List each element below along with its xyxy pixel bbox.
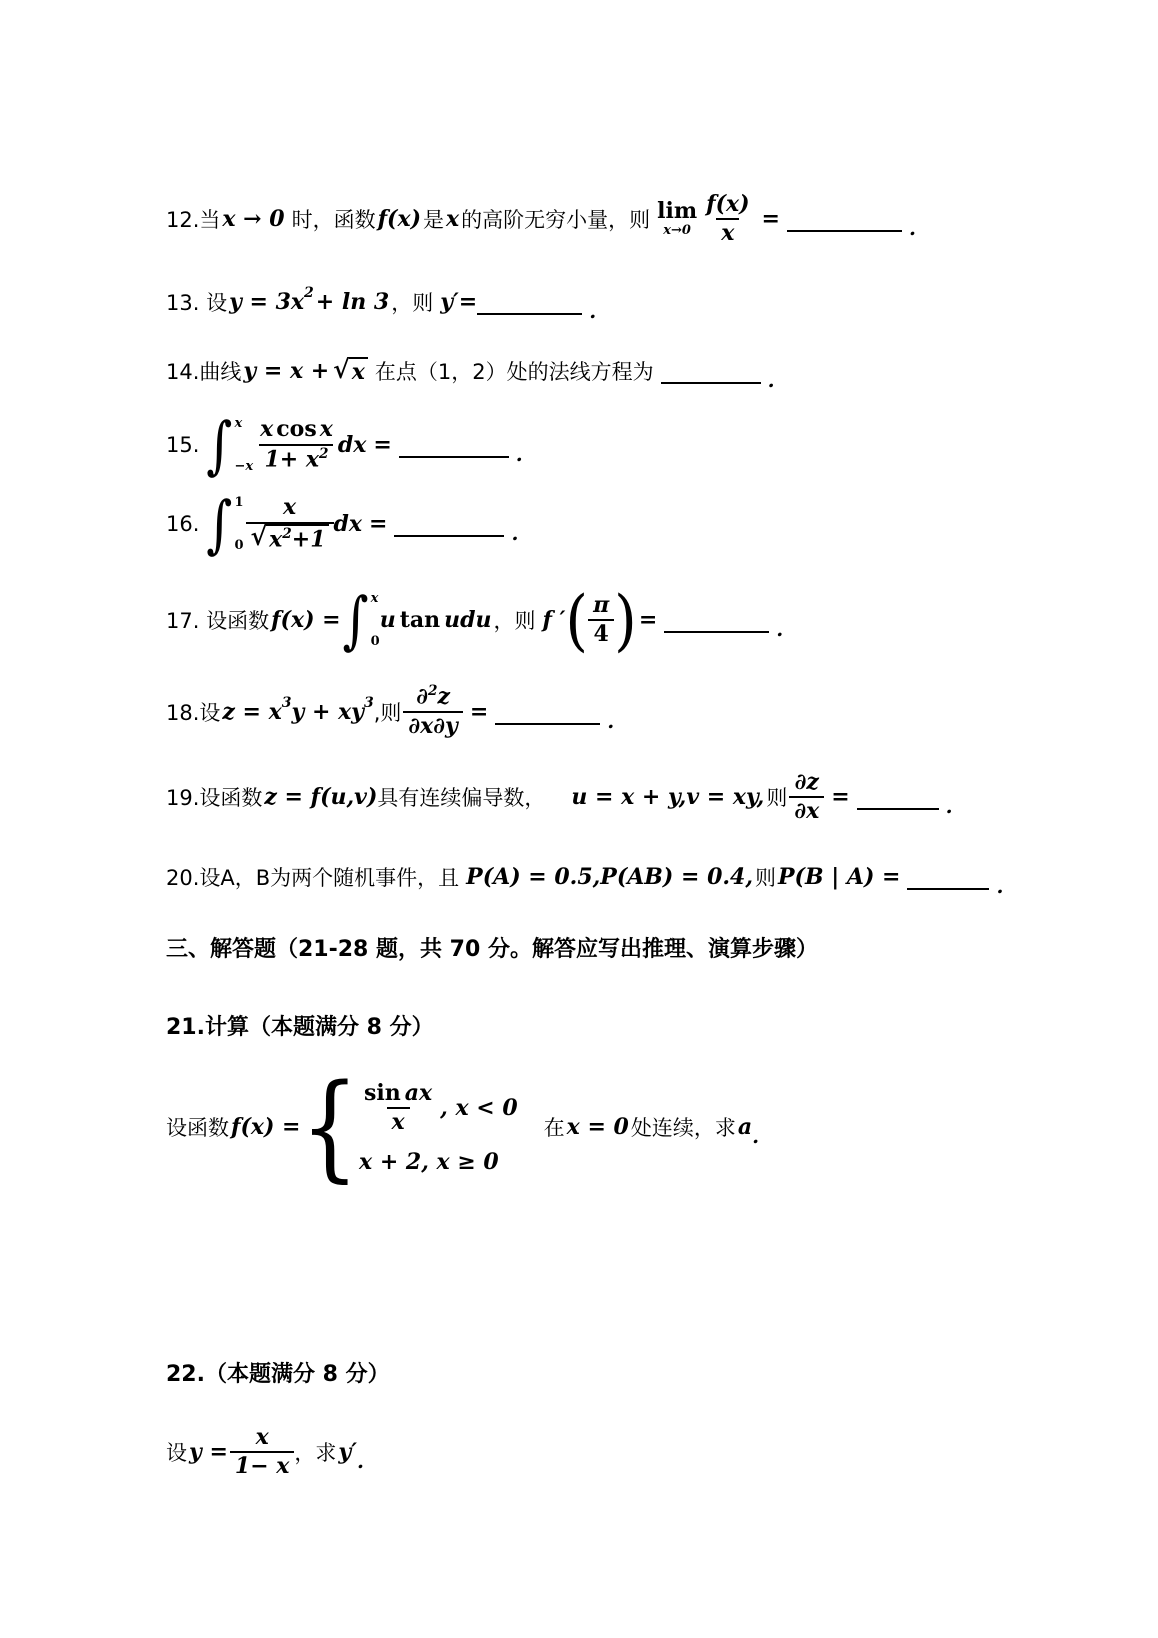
p13-math-2: + ln 3 (315, 289, 390, 315)
p15-lower-limit: −x (234, 459, 254, 474)
problem-20 (166, 852, 1003, 902)
p18-math-2: y + xy (291, 699, 364, 725)
p18-num-sup: 2 (428, 683, 438, 700)
p22-frac-den: 1− x (230, 1451, 295, 1481)
p15-integral-icon: ∫ (206, 408, 233, 482)
p14-sqrt (333, 354, 368, 385)
p15-den-sup: 2 (319, 445, 329, 462)
p12-frac-den: x (716, 218, 739, 248)
p20-text-1: 20.设A，B为两个随机事件，且 (166, 866, 460, 890)
p21-case1-num (359, 1080, 437, 1108)
p17-integral-icon: ∫ (342, 583, 369, 657)
p14-sqrt-body: x (349, 357, 368, 385)
p14-text-1: 14.曲线 (166, 360, 242, 384)
p20-text-2: 则 (755, 866, 776, 890)
p12-text-1: 12.当 (166, 208, 221, 232)
problem-15 (166, 403, 523, 487)
p17-math-udu: udu (444, 607, 492, 633)
p17-math-u: u (379, 607, 396, 633)
p20-answer-blank (907, 864, 989, 890)
p12-answer-blank (787, 206, 902, 232)
p16-dx: dx (333, 511, 363, 537)
p18-frac-den: ∂x∂y (403, 711, 462, 741)
p22-text-1: 设 (166, 1441, 187, 1465)
p15-num-x2: x (319, 416, 333, 443)
p20-period: . (996, 874, 1004, 898)
p18-equals: = (469, 699, 489, 725)
p17-frac-den: 4 (588, 619, 613, 649)
p15-num-x1: x (260, 416, 274, 443)
p19-frac-den: ∂x (789, 796, 824, 826)
problem-19 (166, 760, 953, 834)
p18-fraction (403, 683, 462, 740)
p15-num-cos: cos (276, 416, 317, 443)
p18-period: . (607, 709, 615, 733)
p18-sup-1: 3 (281, 695, 292, 711)
problem-21-title (166, 1003, 434, 1048)
p15-integral-limits (234, 416, 253, 474)
p16-period: . (511, 521, 519, 545)
p13-sup-1: 2 (304, 285, 314, 301)
p21-sin: sin (364, 1079, 401, 1106)
p17-period: . (776, 617, 784, 641)
p15-frac-num (255, 416, 338, 444)
p12-limit (657, 200, 697, 238)
p12-text-4: 的高阶无穷小量，则 (461, 208, 651, 232)
p17-math-tan: tan (399, 607, 441, 633)
p16-sqrt-body (266, 524, 328, 554)
p13-answer-blank (477, 289, 582, 315)
p15-den-text: 1+ x (264, 446, 319, 473)
p19-fraction (789, 769, 824, 826)
p21-math-1: f(x) = (231, 1114, 301, 1140)
problem-14 (166, 345, 775, 397)
p16-integral-icon: ∫ (206, 487, 233, 561)
p21-text-2: 在 (543, 1116, 565, 1140)
p21-case1-den: x (387, 1107, 410, 1137)
p12-equals: = (761, 206, 780, 232)
p19-math-1: z = f(u,v) (264, 784, 378, 810)
p13-text-1: 13. 设 (166, 291, 228, 315)
p12-fraction (701, 191, 754, 248)
p13-math-1: y = 3x (229, 289, 305, 315)
p16-den-sup: 2 (282, 525, 292, 542)
p16-frac-den (246, 522, 334, 554)
p12-math-xto0: x → 0 (222, 206, 285, 232)
p21-title-text: 21.计算（本题满分 8 分） (166, 1015, 434, 1040)
p17-integral (342, 583, 380, 657)
p21-text-3: 处连续，求 (630, 1116, 736, 1140)
p12-text-3: 是 (423, 208, 444, 232)
p14-math-1: y = x + (243, 358, 330, 384)
p22-period: . (357, 1449, 364, 1473)
p16-equals: = (369, 511, 388, 537)
p15-frac-den (259, 444, 333, 474)
p16-sqrt (250, 520, 329, 554)
p16-den-x: x (269, 526, 283, 553)
problem-13 (166, 277, 596, 327)
p16-number: 16. (166, 512, 200, 536)
p15-fraction (255, 416, 338, 473)
p18-text-1: 18.设 (166, 701, 221, 725)
p16-upper-limit: 1 (234, 495, 244, 510)
p21-case1-cond: , x < 0 (440, 1095, 518, 1121)
p22-frac-num: x (255, 1423, 269, 1450)
p17-frac-num: π (593, 591, 610, 618)
p12-lim-word: lim (657, 198, 698, 225)
p15-period: . (515, 442, 523, 466)
p19-answer-blank (857, 784, 939, 810)
p18-frac-num (411, 683, 455, 711)
p15-integral (206, 408, 254, 482)
p21-period: . (752, 1124, 760, 1148)
p17-equals: = (638, 607, 658, 633)
p21-ax: ax (404, 1079, 433, 1106)
p14-radical-icon: √ (333, 354, 350, 384)
p17-text-1: 17. 设函数 (166, 609, 270, 633)
p16-frac-num: x (282, 494, 297, 521)
p13-period: . (589, 299, 597, 323)
p15-upper-limit: x (234, 416, 243, 431)
p19-period: . (945, 794, 953, 818)
p22-fraction (230, 1424, 295, 1481)
section-3-heading (166, 925, 818, 970)
problem-22-title (166, 1350, 390, 1395)
p15-equals: = (373, 432, 392, 458)
problem-21-body: 设函数 f(x) = { $\frac{\text{sin ax}}{x}$ , x < 0 x + 2, x ≥ 0 在 x = 0 处连续，求 a . (166, 1059, 760, 1194)
p17-lower-limit: 0 (370, 634, 380, 649)
p21-math-3: a (737, 1114, 753, 1140)
p16-fraction (246, 494, 334, 553)
p21-case1-fraction (359, 1080, 437, 1137)
p16-radical-icon: √ (250, 520, 268, 551)
p21-case-1 (359, 1080, 518, 1137)
p16-den-plus1: +1 (291, 526, 326, 553)
p13-math-3: y′= (440, 289, 478, 315)
p12-lim-sub: x→0 (663, 223, 691, 239)
p18-num-z: z (437, 683, 450, 710)
p19-text-2: 具有连续偏导数， (377, 786, 546, 810)
p14-period: . (767, 368, 775, 392)
p18-text-2: ,则 (373, 701, 402, 725)
p19-text-1: 19.设函数 (166, 786, 263, 810)
p22-text-2: ，求 (294, 1441, 337, 1465)
p16-lower-limit: 0 (234, 538, 244, 553)
p18-num-partial: ∂ (416, 683, 428, 710)
p18-answer-blank (495, 699, 600, 725)
p21-cases (359, 1080, 518, 1175)
p21-case-2: x + 2, x ≥ 0 (359, 1148, 499, 1175)
problem-16 (166, 481, 518, 567)
p16-integral-limits (234, 495, 243, 553)
p14-text-2: 在点（1，2）处的法线方程为 (374, 360, 654, 384)
problem-12 (166, 183, 916, 255)
p12-frac-num: f(x) (706, 190, 750, 217)
p12-period: . (908, 216, 916, 240)
p17-answer-blank (664, 607, 769, 633)
problem-17: 17. 设函数 f(x) = ∫ x 0 u tan udu ，则 f ′ ( $\frac{\pi}{4}$ ) = . (166, 580, 784, 660)
p17-math-fprime: f ′ (542, 607, 566, 633)
p22-math-2: y′ (338, 1439, 358, 1465)
problem-22-body (166, 1416, 364, 1488)
p15-answer-blank (399, 432, 509, 458)
p14-answer-blank (661, 358, 761, 384)
p17-text-2: ，则 (493, 609, 536, 633)
p18-math-1: z = x (222, 699, 282, 725)
section-3-title: 三、解答题（21-28 题，共 70 分。解答应写出推理、演算步骤） (166, 937, 818, 962)
p13-text-2: ，则 (391, 291, 434, 315)
p16-integral (206, 487, 244, 561)
p17-pi4-fraction (588, 592, 614, 649)
p19-math-2: u = x + y,v = xy, (571, 784, 765, 810)
p15-number: 15. (166, 433, 200, 457)
p19-frac-num: ∂z (794, 768, 819, 795)
p17-math-1: f(x) = (271, 607, 341, 633)
p19-equals: = (831, 784, 850, 810)
problem-18 (166, 673, 614, 751)
p12-math-fx: f(x) (377, 206, 421, 232)
p12-math-x: x (446, 206, 460, 232)
p21-math-2: x = 0 (566, 1114, 629, 1140)
p17-integral-limits (371, 591, 380, 649)
p22-math-1: y = (189, 1439, 228, 1465)
p18-sup-2: 3 (363, 695, 374, 711)
p20-math-2: P(B | A) = (778, 864, 901, 890)
p16-answer-blank (394, 511, 504, 537)
p21-text-1: 设函数 (166, 1116, 229, 1140)
p15-dx: dx (337, 432, 367, 458)
p17-upper-limit: x (370, 591, 379, 606)
p19-text-3: 则 (766, 786, 788, 810)
p22-title-text: 22.（本题满分 8 分） (166, 1362, 390, 1387)
p20-math-1: P(A) = 0.5,P(AB) = 0.4, (466, 864, 753, 890)
p12-text-2: 时，函数 (291, 208, 376, 232)
